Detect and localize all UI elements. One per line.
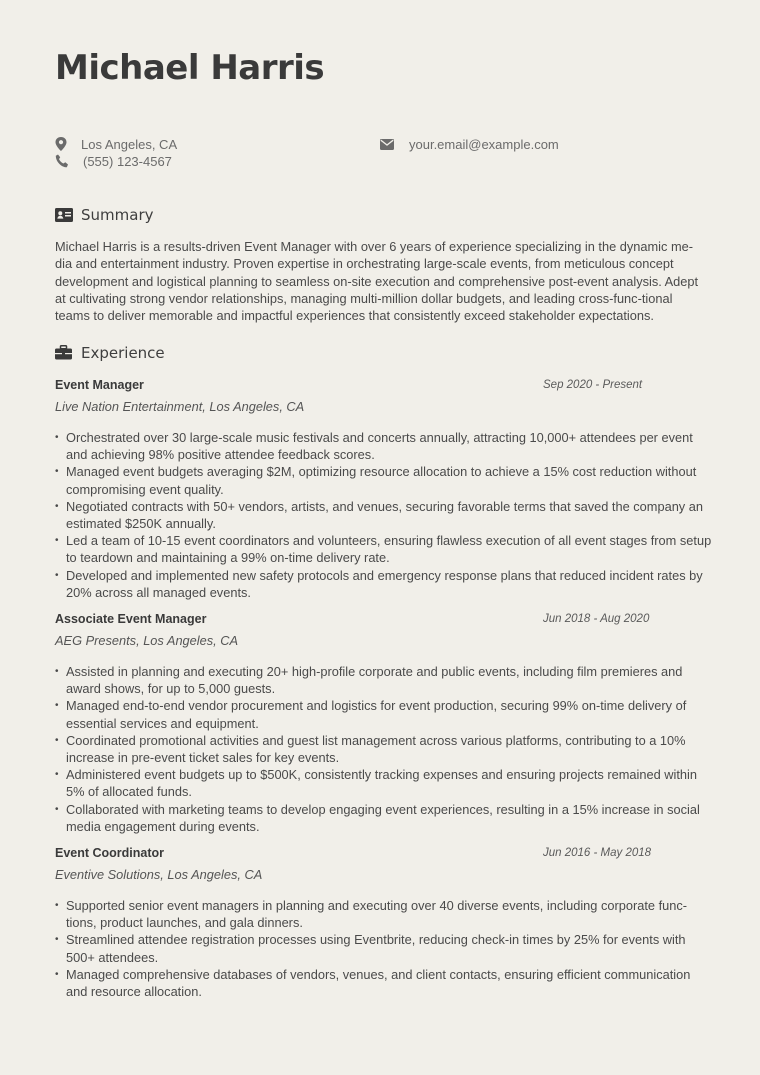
- bullet-item: • Led a team of 10-15 event coordinators and volunteers, ensuring flawless execution of all event stages from setup to teardown and maintaining a 99% on-time delivery rate.: [55, 532, 715, 566]
- job-bullets: [55, 663, 715, 835]
- job-dates: Jun 2018 - Aug 2020: [543, 613, 650, 625]
- bullet-item: • Managed event budgets averaging $2M, optimizing resource allocation to achieve a 15% cost reduction without compromising event quality.: [55, 463, 715, 497]
- job-title: Associate Event Manager: [55, 612, 207, 626]
- bullet-item: • Orchestrated over 30 large-scale music festivals and concerts annually, attracting 10,000+ attendees per event and achieving 98% positive attendee feedback scores.: [55, 429, 715, 463]
- job-dates: Sep 2020 - Present: [543, 379, 643, 391]
- briefcase-icon: [55, 345, 73, 361]
- job-title: Event Manager: [55, 378, 144, 392]
- bullet-item: • Assisted in planning and executing 20+ high-profile corporate and public events, including film premieres and award shows, for up to 5,000 guests.: [55, 663, 715, 697]
- summary-header: [55, 205, 154, 225]
- contact-email: [380, 135, 559, 153]
- bullet-item: • Administered event budgets up to $500K, consistently tracking expenses and ensuring projects remained within 5% of allocated funds.: [55, 766, 715, 800]
- candidate-name: Michael Harris: [55, 48, 325, 88]
- job-bullets: [55, 897, 715, 1000]
- bullet-item: • Coordinated promotional activities and guest list management across various platforms, contributing to a 10% increase in pre-event ticket sales for key events.: [55, 732, 715, 766]
- location-text: Los Angeles, CA: [81, 136, 178, 152]
- experience-header: [55, 343, 165, 363]
- envelope-icon: [380, 137, 394, 151]
- job-company: Live Nation Entertainment, Los Angeles, CA: [55, 399, 305, 414]
- job-title: Event Coordinator: [55, 846, 165, 860]
- bullet-item: • Supported senior event managers in planning and executing over 40 diverse events, including corporate func-tions, product launches, and gala dinners.: [55, 897, 715, 931]
- bullet-item: • Managed end-to-end vendor procurement and logistics for event production, securing 99% on-time delivery of essential services and equipment.: [55, 697, 715, 731]
- bullet-item: • Negotiated contracts with 50+ vendors, artists, and venues, securing favorable terms that saved the company an estimated $250K annually.: [55, 498, 715, 532]
- phone-text: (555) 123-4567: [83, 153, 172, 169]
- summary-text: Michael Harris is a results-driven Event Manager with over 6 years of experience specializing in the dynamic me-dia and entertainment industry. Proven expertise in orchestrating large-scale events, from meticulous concept development and logistical planning to seamless on-site execution and comprehensive post-event analysis. Adept at cultivating strong vendor relationships, managing multi-million dollar budgets, and leading cross-func-tional teams to deliver memorable and impactful experiences that consistently exceed stakeholder expectations.: [55, 239, 699, 324]
- contact-phone: [55, 152, 172, 170]
- bullet-item: • Developed and implemented new safety protocols and emergency response plans that reduced incident rates by 20% across all managed events.: [55, 567, 715, 601]
- job-dates: Jun 2016 - May 2018: [543, 847, 652, 859]
- id-card-icon: [55, 207, 73, 223]
- bullet-item: • Collaborated with marketing teams to develop engaging event experiences, resulting in a 15% increase in social media engagement during events.: [55, 801, 715, 835]
- email-text[interactable]: your.email@example.com: [409, 136, 559, 152]
- bullet-item: • Managed comprehensive databases of vendors, venues, and client contacts, ensuring efficient communication and resource allocation.: [55, 966, 715, 1000]
- phone-icon: [55, 154, 69, 168]
- experience-title: Experience: [81, 344, 165, 362]
- summary-title: Summary: [81, 206, 154, 224]
- map-pin-icon: [55, 137, 69, 151]
- job-company: AEG Presents, Los Angeles, CA: [55, 633, 239, 648]
- bullet-item: • Streamlined attendee registration processes using Eventbrite, reducing check-in times by 25% for events with 500+ attendees.: [55, 931, 715, 965]
- contact-location: [55, 135, 177, 153]
- job-company: Eventive Solutions, Los Angeles, CA: [55, 867, 263, 882]
- job-bullets: [55, 429, 715, 601]
